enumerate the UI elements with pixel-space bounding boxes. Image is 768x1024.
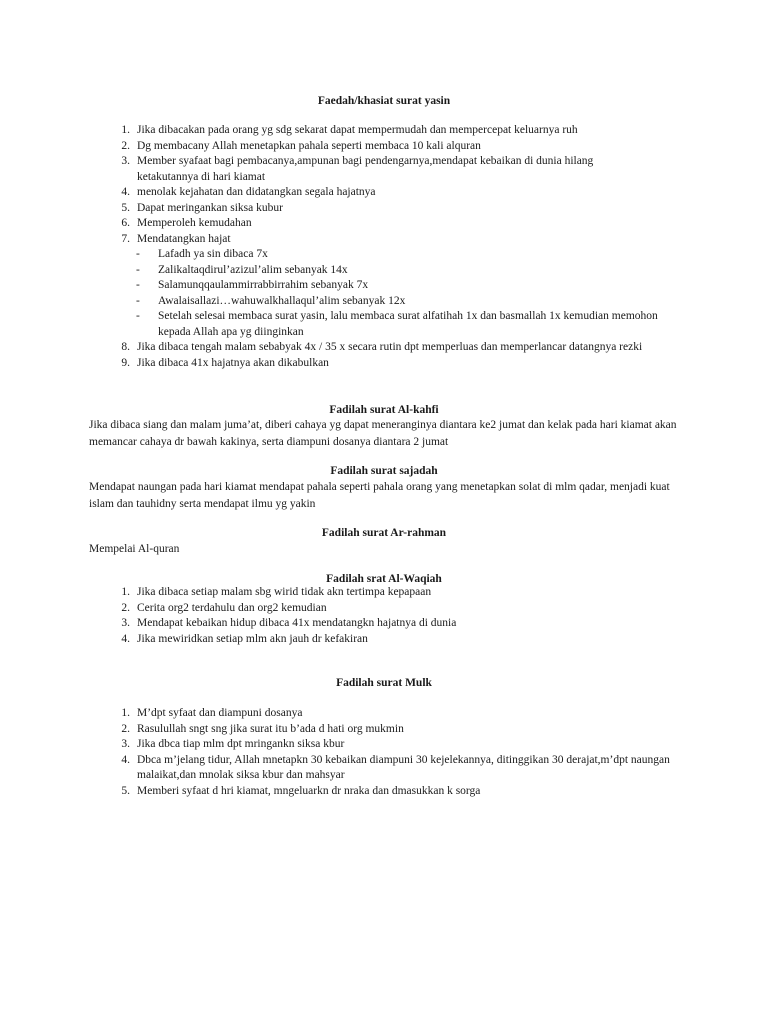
item-text: Mendatangkan hajat [137,232,231,245]
list-item [112,201,672,217]
list-item [112,185,672,201]
heading-mulk: Fadilah surat Mulk [336,677,432,689]
list-item [112,139,672,155]
sub-list-item [112,263,672,279]
sub-list-item [112,309,672,340]
list-item [112,632,672,648]
sub-list-item [112,247,672,263]
item-text: Cerita org2 terdahulu dan org2 kemudian [137,601,327,614]
dash-bullet: - [136,263,140,276]
list-mulk [112,706,672,799]
item-number: 9. [121,356,130,369]
item-number: 6. [121,217,130,229]
sub-item-text: Zalikaltaqdirul’azizul’alim sebanyak 14x [158,263,348,276]
list-item [112,722,672,738]
item-text: Jika mewiridkan setiap mlm akn jauh dr kefakiran [137,632,368,645]
item-number: 3. [121,155,130,167]
list-item [112,232,672,248]
item-text: Jika dibaca tengah malam sebabyak 4x / 35 x secara rutin dpt memperluas dan memperlancar datangnya rezki [137,341,643,353]
paragraph-rahman: Mempelai Al-quran [89,543,180,555]
dash-bullet: - [136,294,140,307]
list-item [112,616,672,632]
item-number: 1. [121,586,130,598]
item-text: Jika dibaca 41x hajatnya akan dikabulkan [137,356,329,369]
heading-sajadah: Fadilah surat sajadah [330,465,438,477]
list-item [112,753,672,784]
item-text: Dg membacany Allah menetapkan pahala seperti membaca 10 kali alquran [137,139,481,152]
list-item [112,123,672,139]
item-number: 2. [121,601,130,614]
list-item [112,585,672,601]
item-number: 2. [121,722,130,735]
item-text: menolak kejahatan dan didatangkan segala hajatnya [137,186,376,198]
sub-list-item [112,294,672,310]
list-item [112,340,672,356]
paragraph-sajadah: Mendapat naungan pada hari kiamat mendapat pahala seperti pahala orang yang menetapkan solat di mlm qadar, menjadi kuat islam dan tauhidny serta mendapat ilmu yg yakin [89,481,670,510]
item-text: Jika dbca tiap mlm dpt mringankn siksa kbur [137,738,345,750]
item-number: 7. [121,232,130,245]
sub-item-text: Setelah selesai membaca surat yasin, lalu membaca surat alfatihah 1x dan basmallah 1x kemudian memohon kepada Allah apa yg diinginkan [158,310,658,338]
item-text: Member syafaat bagi pembacanya,ampunan bagi pendengarnya,mendapat kebaikan di dunia hilang ketakutannya di hari kiamat [137,155,594,183]
list-item [112,601,672,617]
item-number: 5. [121,201,130,214]
item-number: 4. [121,632,130,645]
dash-bullet: - [136,279,140,291]
item-number: 3. [121,738,130,750]
paragraph-kahfi: Jika dibaca siang dan malam juma’at, diberi cahaya yg dapat meneranginya diantara ke2 jumat dan kelak pada hari kiamat akan memancar cahaya dr bawah kakinya, serta diampuni dosanya diantara 2 jumat [89,419,677,448]
heading-yasin: Faedah/khasiat surat yasin [317,95,451,107]
item-number: 4. [121,753,130,766]
list-item [112,784,672,800]
sub-item-text: Lafadh ya sin dibaca 7x [158,248,268,260]
item-text: Jika dibacakan pada orang yg sdg sekarat dapat mempermudah dan mempercepat keluarnya ruh [137,124,578,136]
list-waqiah [112,585,672,647]
sub-item-text: Awalaisallazi…wahuwalkhallaqul’alim sebanyak 12x [158,294,406,307]
heading-waqiah: Fadilah srat Al-Waqiah [326,573,442,585]
item-text: Dapat meringankan siksa kubur [137,201,283,214]
item-text: M’dpt syfaat dan diampuni dosanya [137,707,303,719]
item-text: Memberi syfaat d hri kiamat, mngeluarkn dr nraka dan dmasukkan k sorga [137,784,481,797]
dash-bullet: - [136,248,140,260]
list-item [112,737,672,753]
item-text: Mendapat kebaikan hidup dibaca 41x mendatangkn hajatnya di dunia [137,617,457,629]
item-text: Memperoleh kemudahan [137,217,252,229]
sub-list-item [112,278,672,294]
list-item [112,706,672,722]
heading-rahman: Fadilah surat Ar-rahman [321,527,447,539]
list-yasin [112,123,672,371]
list-item [112,216,672,232]
sub-item-text: Salamunqqaulammirrabbirrahim sebanyak 7x [158,279,369,291]
list-item [112,154,642,185]
item-number: 2. [121,139,130,152]
item-number: 3. [121,617,130,629]
item-number: 4. [121,186,130,198]
item-number: 1. [121,124,130,136]
item-number: 1. [121,707,130,719]
list-item [112,356,672,372]
item-text: Jika dibaca setiap malam sbg wirid tidak akn tertimpa kepapaan [137,586,432,598]
dash-bullet: - [136,310,140,322]
heading-kahfi: Fadilah surat Al-kahfi [329,404,439,416]
item-number: 5. [121,784,130,797]
item-text: Dbca m’jelang tidur, Allah mnetapkn 30 kebaikan diampuni 30 kejelekannya, ditinggikan 30 derajat,m’dpt naungan malaikat,dan mnolak siksa kbur dan mahsyar [137,753,670,781]
item-number: 8. [121,341,130,353]
item-text: Rasulullah sngt sng jika surat itu b’ada d hati org mukmin [137,722,404,735]
